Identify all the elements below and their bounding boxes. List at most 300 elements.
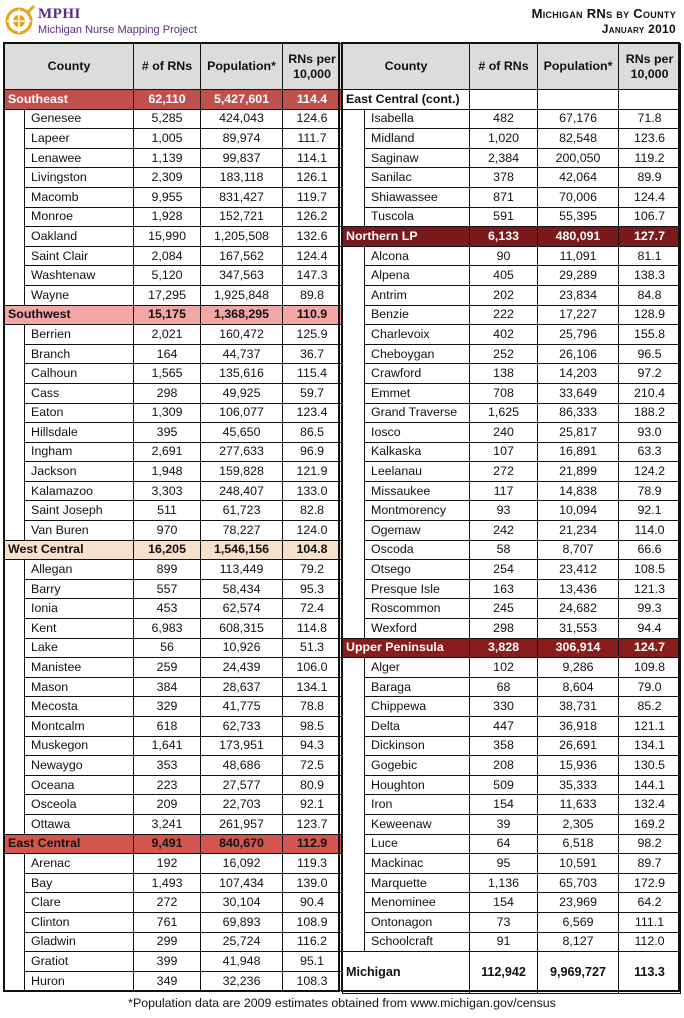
- county-population: 24,439: [201, 658, 283, 678]
- page-subtitle: January 2010: [601, 22, 676, 36]
- indent-cell: [343, 893, 365, 913]
- indent-cell: [343, 814, 365, 834]
- indent-cell: [5, 579, 25, 599]
- table-header-row: [5, 44, 342, 90]
- county-population: 32,236: [201, 971, 283, 991]
- county-population: 347,563: [201, 266, 283, 286]
- county-name: Midland: [365, 129, 470, 149]
- table-row: [5, 344, 342, 364]
- col-header-population: Population*: [201, 44, 283, 90]
- indent-cell: [5, 971, 25, 991]
- county-rns: 330: [470, 697, 538, 717]
- indent-cell: [343, 423, 365, 443]
- county-rns: 298: [470, 619, 538, 639]
- county-per10k: 94.3: [283, 736, 342, 756]
- county-population: 89,974: [201, 129, 283, 149]
- county-population: 62,574: [201, 599, 283, 619]
- county-population: 23,969: [538, 893, 619, 913]
- county-population: 17,227: [538, 305, 619, 325]
- indent-cell: [343, 246, 365, 266]
- indent-cell: [343, 383, 365, 403]
- page-title: Michigan RNs by County: [531, 6, 676, 21]
- county-rns: 64: [470, 834, 538, 854]
- county-rns: 117: [470, 481, 538, 501]
- county-per10k: 112.0: [619, 932, 681, 952]
- county-name: Muskegon: [25, 736, 134, 756]
- table-row: [5, 423, 342, 443]
- county-population: 99,837: [201, 148, 283, 168]
- county-rns: 223: [134, 775, 201, 795]
- county-per10k: 96.9: [283, 442, 342, 462]
- table-row: [343, 619, 681, 639]
- rn-table-right: [342, 43, 681, 994]
- county-per10k: 133.0: [283, 481, 342, 501]
- indent-cell: [343, 579, 365, 599]
- county-rns: 447: [470, 717, 538, 737]
- county-population: 26,691: [538, 736, 619, 756]
- state-pop: 9,969,727: [538, 952, 619, 994]
- county-rns: 618: [134, 717, 201, 737]
- mphi-logo-icon: [4, 2, 42, 40]
- indent-cell: [5, 775, 25, 795]
- indent-cell: [343, 462, 365, 482]
- county-rns: 164: [134, 344, 201, 364]
- table-row: [5, 912, 342, 932]
- table-row: [5, 266, 342, 286]
- county-population: 277,633: [201, 442, 283, 462]
- county-name: Grand Traverse: [365, 403, 470, 423]
- table-row: [343, 148, 681, 168]
- table-row: [343, 481, 681, 501]
- table-row: [343, 129, 681, 149]
- indent-cell: [5, 560, 25, 580]
- indent-cell: [5, 148, 25, 168]
- indent-cell: [343, 207, 365, 227]
- col-header-rns: # of RNs: [470, 44, 538, 90]
- table-row: [5, 795, 342, 815]
- table-row: [343, 736, 681, 756]
- county-name: Gladwin: [25, 932, 134, 952]
- indent-cell: [343, 560, 365, 580]
- table-row: [343, 697, 681, 717]
- county-rns: 299: [134, 932, 201, 952]
- indent-cell: [5, 383, 25, 403]
- county-name: Wayne: [25, 285, 134, 305]
- county-name: Tuscola: [365, 207, 470, 227]
- indent-cell: [5, 638, 25, 658]
- county-per10k: 115.4: [283, 364, 342, 384]
- indent-cell: [5, 168, 25, 188]
- county-rns: 591: [470, 207, 538, 227]
- county-population: 25,724: [201, 932, 283, 952]
- county-population: 107,434: [201, 873, 283, 893]
- county-name: Calhoun: [25, 364, 134, 384]
- county-rns: 9,955: [134, 187, 201, 207]
- indent-cell: [343, 834, 365, 854]
- county-rns: 58: [470, 540, 538, 560]
- county-per10k: 93.0: [619, 423, 681, 443]
- indent-cell: [5, 912, 25, 932]
- county-per10k: 72.5: [283, 756, 342, 776]
- county-per10k: 89.7: [619, 854, 681, 874]
- indent-cell: [343, 305, 365, 325]
- county-rns: 402: [470, 325, 538, 345]
- indent-cell: [343, 677, 365, 697]
- table-row: [5, 638, 342, 658]
- county-per10k: 123.7: [283, 814, 342, 834]
- region-pop: 5,427,601: [201, 90, 283, 110]
- table-header-row: [343, 44, 681, 90]
- county-rns: 252: [470, 344, 538, 364]
- county-rns: 329: [134, 697, 201, 717]
- indent-cell: [5, 266, 25, 286]
- county-population: 11,633: [538, 795, 619, 815]
- col-header-county: County: [343, 44, 470, 90]
- region-row: [343, 227, 681, 247]
- county-rns: 56: [134, 638, 201, 658]
- county-rns: 68: [470, 677, 538, 697]
- indent-cell: [343, 266, 365, 286]
- table-row: [343, 854, 681, 874]
- county-population: 1,925,848: [201, 285, 283, 305]
- county-rns: 102: [470, 658, 538, 678]
- county-rns: 208: [470, 756, 538, 776]
- county-per10k: 108.9: [283, 912, 342, 932]
- table-row: [343, 423, 681, 443]
- county-per10k: 106.7: [619, 207, 681, 227]
- indent-cell: [5, 619, 25, 639]
- county-name: Bay: [25, 873, 134, 893]
- county-rns: 5,285: [134, 109, 201, 129]
- county-population: 6,518: [538, 834, 619, 854]
- county-rns: 1,565: [134, 364, 201, 384]
- indent-cell: [5, 481, 25, 501]
- indent-cell: [5, 285, 25, 305]
- county-name: Presque Isle: [365, 579, 470, 599]
- county-per10k: 188.2: [619, 403, 681, 423]
- table-row: [5, 854, 342, 874]
- region-per: 127.7: [619, 227, 681, 247]
- table-row: [343, 442, 681, 462]
- footnote: *Population data are 2009 estimates obtained from www.michigan.gov/census: [128, 996, 556, 1010]
- region-row: [5, 305, 342, 325]
- county-population: 28,637: [201, 677, 283, 697]
- county-population: 42,064: [538, 168, 619, 188]
- county-per10k: 92.1: [283, 795, 342, 815]
- county-population: 38,731: [538, 697, 619, 717]
- county-name: Oakland: [25, 227, 134, 247]
- county-name: Saint Joseph: [25, 501, 134, 521]
- county-rns: 378: [470, 168, 538, 188]
- county-per10k: 64.2: [619, 893, 681, 913]
- county-name: Antrim: [365, 285, 470, 305]
- county-per10k: 126.1: [283, 168, 342, 188]
- indent-cell: [343, 344, 365, 364]
- table-row: [343, 717, 681, 737]
- county-rns: 240: [470, 423, 538, 443]
- county-rns: 761: [134, 912, 201, 932]
- county-per10k: 169.2: [619, 814, 681, 834]
- county-per10k: 119.7: [283, 187, 342, 207]
- county-rns: 358: [470, 736, 538, 756]
- state-rns: 112,942: [470, 952, 538, 994]
- county-name: Alcona: [365, 246, 470, 266]
- indent-cell: [5, 795, 25, 815]
- table-row: [5, 285, 342, 305]
- indent-cell: [343, 442, 365, 462]
- county-per10k: 134.1: [283, 677, 342, 697]
- county-name: Kent: [25, 619, 134, 639]
- table-row: [343, 246, 681, 266]
- county-population: 82,548: [538, 129, 619, 149]
- region-row: [5, 540, 342, 560]
- county-rns: 3,241: [134, 814, 201, 834]
- county-name: Van Buren: [25, 521, 134, 541]
- county-name: Wexford: [365, 619, 470, 639]
- table-row: [5, 481, 342, 501]
- county-per10k: 111.1: [619, 912, 681, 932]
- county-population: 8,707: [538, 540, 619, 560]
- indent-cell: [343, 697, 365, 717]
- region-name: West Central: [5, 540, 134, 560]
- county-name: Kalkaska: [365, 442, 470, 462]
- indent-cell: [5, 854, 25, 874]
- county-name: Luce: [365, 834, 470, 854]
- county-per10k: 124.4: [619, 187, 681, 207]
- region-per: 114.4: [283, 90, 342, 110]
- county-rns: 2,691: [134, 442, 201, 462]
- county-name: Mecosta: [25, 697, 134, 717]
- county-rns: 6,983: [134, 619, 201, 639]
- county-name: Saginaw: [365, 148, 470, 168]
- indent-cell: [343, 912, 365, 932]
- table-row: [5, 364, 342, 384]
- county-population: 2,305: [538, 814, 619, 834]
- county-per10k: 128.9: [619, 305, 681, 325]
- county-per10k: 92.1: [619, 501, 681, 521]
- table-row: [343, 775, 681, 795]
- county-name: Allegan: [25, 560, 134, 580]
- county-per10k: 124.2: [619, 462, 681, 482]
- county-per10k: 79.2: [283, 560, 342, 580]
- county-population: 27,577: [201, 775, 283, 795]
- indent-cell: [5, 697, 25, 717]
- county-rns: 349: [134, 971, 201, 991]
- county-name: Ionia: [25, 599, 134, 619]
- county-population: 65,703: [538, 873, 619, 893]
- county-rns: 2,021: [134, 325, 201, 345]
- table-row: [343, 344, 681, 364]
- indent-cell: [5, 756, 25, 776]
- county-population: 10,591: [538, 854, 619, 874]
- county-per10k: 114.1: [283, 148, 342, 168]
- indent-cell: [5, 521, 25, 541]
- county-name: Isabella: [365, 109, 470, 129]
- county-per10k: 147.3: [283, 266, 342, 286]
- county-name: Saint Clair: [25, 246, 134, 266]
- county-per10k: 81.1: [619, 246, 681, 266]
- county-per10k: 99.3: [619, 599, 681, 619]
- county-population: 608,315: [201, 619, 283, 639]
- indent-cell: [5, 893, 25, 913]
- county-name: Lapeer: [25, 129, 134, 149]
- region-pop: 1,368,295: [201, 305, 283, 325]
- county-name: Sanilac: [365, 168, 470, 188]
- county-name: Monroe: [25, 207, 134, 227]
- county-name: Keweenaw: [365, 814, 470, 834]
- indent-cell: [343, 717, 365, 737]
- table-row: [5, 403, 342, 423]
- county-population: 14,203: [538, 364, 619, 384]
- county-name: Clinton: [25, 912, 134, 932]
- table-row: [343, 521, 681, 541]
- county-per10k: 63.3: [619, 442, 681, 462]
- table-row: [5, 168, 342, 188]
- county-rns: 17,295: [134, 285, 201, 305]
- region-name: East Central: [5, 834, 134, 854]
- indent-cell: [5, 736, 25, 756]
- county-name: Charlevoix: [365, 325, 470, 345]
- table-row: [5, 148, 342, 168]
- region-rns: 9,491: [134, 834, 201, 854]
- table-row: [5, 462, 342, 482]
- county-name: Cass: [25, 383, 134, 403]
- county-per10k: 71.8: [619, 109, 681, 129]
- county-name: Ontonagon: [365, 912, 470, 932]
- region-rns: 6,133: [470, 227, 538, 247]
- table-row: [5, 658, 342, 678]
- county-rns: 209: [134, 795, 201, 815]
- county-per10k: 106.0: [283, 658, 342, 678]
- table-row: [343, 658, 681, 678]
- county-population: 67,176: [538, 109, 619, 129]
- region-pop: 306,914: [538, 638, 619, 658]
- county-rns: 899: [134, 560, 201, 580]
- county-name: Alger: [365, 658, 470, 678]
- county-population: 160,472: [201, 325, 283, 345]
- county-per10k: 79.0: [619, 677, 681, 697]
- county-per10k: 51.3: [283, 638, 342, 658]
- indent-cell: [5, 932, 25, 952]
- county-per10k: 36.7: [283, 344, 342, 364]
- county-name: Oceana: [25, 775, 134, 795]
- county-rns: 91: [470, 932, 538, 952]
- state-total-row: [343, 952, 681, 994]
- county-population: 41,948: [201, 952, 283, 972]
- indent-cell: [343, 932, 365, 952]
- county-name: Otsego: [365, 560, 470, 580]
- table-row: [5, 677, 342, 697]
- county-name: Marquette: [365, 873, 470, 893]
- county-name: Clare: [25, 893, 134, 913]
- region-rns: 62,110: [134, 90, 201, 110]
- county-rns: 970: [134, 521, 201, 541]
- table-row: [343, 168, 681, 188]
- county-population: 16,092: [201, 854, 283, 874]
- county-per10k: 210.4: [619, 383, 681, 403]
- county-population: 9,286: [538, 658, 619, 678]
- table-row: [5, 697, 342, 717]
- county-rns: 3,303: [134, 481, 201, 501]
- region-rns: 16,205: [134, 540, 201, 560]
- county-per10k: 114.8: [283, 619, 342, 639]
- county-name: Newaygo: [25, 756, 134, 776]
- county-name: Ingham: [25, 442, 134, 462]
- county-per10k: 82.8: [283, 501, 342, 521]
- county-population: 16,891: [538, 442, 619, 462]
- county-rns: 259: [134, 658, 201, 678]
- county-population: 173,951: [201, 736, 283, 756]
- county-population: 35,333: [538, 775, 619, 795]
- county-per10k: 90.4: [283, 893, 342, 913]
- county-per10k: 84.8: [619, 285, 681, 305]
- indent-cell: [5, 246, 25, 266]
- table-row: [5, 442, 342, 462]
- county-rns: 222: [470, 305, 538, 325]
- table-row: [5, 187, 342, 207]
- county-name: Mackinac: [365, 854, 470, 874]
- table-row: [5, 325, 342, 345]
- county-population: 55,395: [538, 207, 619, 227]
- county-name: Montcalm: [25, 717, 134, 737]
- county-name: Arenac: [25, 854, 134, 874]
- county-rns: 1,139: [134, 148, 201, 168]
- county-population: 200,050: [538, 148, 619, 168]
- county-rns: 192: [134, 854, 201, 874]
- table-row: [343, 814, 681, 834]
- table-row: [343, 383, 681, 403]
- county-rns: 1,493: [134, 873, 201, 893]
- region-per: 112.9: [283, 834, 342, 854]
- county-population: 29,289: [538, 266, 619, 286]
- region-name: Southeast: [5, 90, 134, 110]
- county-name: Crawford: [365, 364, 470, 384]
- indent-cell: [5, 227, 25, 247]
- county-population: 21,899: [538, 462, 619, 482]
- county-rns: 39: [470, 814, 538, 834]
- county-population: 15,936: [538, 756, 619, 776]
- county-name: Houghton: [365, 775, 470, 795]
- county-per10k: 123.4: [283, 403, 342, 423]
- county-name: Iron: [365, 795, 470, 815]
- county-population: 25,796: [538, 325, 619, 345]
- table-row: [343, 285, 681, 305]
- county-per10k: 139.0: [283, 873, 342, 893]
- indent-cell: [5, 423, 25, 443]
- indent-cell: [5, 344, 25, 364]
- indent-cell: [343, 619, 365, 639]
- region-pop: 480,091: [538, 227, 619, 247]
- table-row: [5, 521, 342, 541]
- logo-name: MPHI: [38, 6, 81, 22]
- table-row: [343, 501, 681, 521]
- county-rns: 107: [470, 442, 538, 462]
- county-rns: 2,309: [134, 168, 201, 188]
- county-population: 159,828: [201, 462, 283, 482]
- county-per10k: 95.3: [283, 579, 342, 599]
- indent-cell: [5, 109, 25, 129]
- indent-cell: [5, 129, 25, 149]
- county-rns: 93: [470, 501, 538, 521]
- county-per10k: 111.7: [283, 129, 342, 149]
- table-row: [5, 109, 342, 129]
- table-row: [343, 266, 681, 286]
- indent-cell: [5, 658, 25, 678]
- county-name: Genesee: [25, 109, 134, 129]
- region-pop: 1,546,156: [201, 540, 283, 560]
- table-row: [343, 462, 681, 482]
- col-header-per10k: RNs per 10,000: [619, 44, 681, 90]
